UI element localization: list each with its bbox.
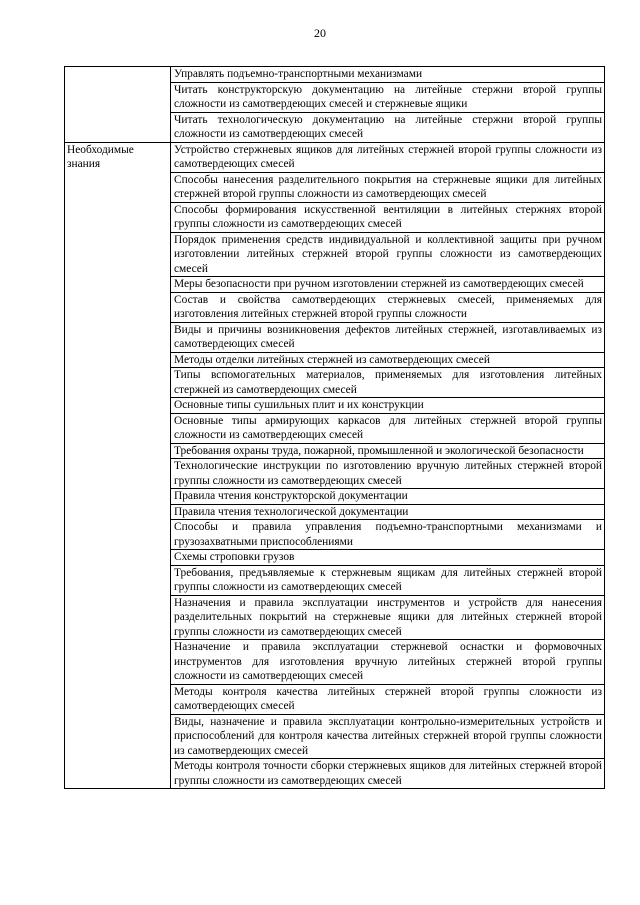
continued-label-cell	[65, 67, 171, 143]
list-item: Методы контроля качества литейных стержней второй группы сложности из самотвердеющих смесей	[171, 684, 605, 714]
list-item: Управлять подъемно-транспортными механизмами	[171, 67, 605, 83]
list-item: Виды, назначение и правила эксплуатации контрольно-измерительных устройств и приспособлений для контроля качества литейных стержней второй группы сложности из самотвердеющих смесей	[171, 714, 605, 759]
list-item: Методы контроля точности сборки стержневых ящиков для литейных стержней второй группы сложности из самотвердеющих смесей	[171, 759, 605, 789]
table-row	[65, 67, 605, 83]
list-item: Методы отделки литейных стержней из самотвердеющих смесей	[171, 352, 605, 368]
list-item: Меры безопасности при ручном изготовлении стержней из самотвердеющих смесей	[171, 277, 605, 293]
list-item: Технологические инструкции по изготовлению вручную литейных стержней второй группы сложности из самотвердеющих смесей	[171, 459, 605, 489]
list-item: Читать конструкторскую документацию на литейные стержни второй группы сложности из самотвердеющих смесей и стержневые ящики	[171, 82, 605, 112]
list-item: Способы и правила управления подъемно-транспортными механизмами и грузозахватными приспособлениями	[171, 520, 605, 550]
list-item: Правила чтения технологической документации	[171, 504, 605, 520]
list-item: Схемы строповки грузов	[171, 550, 605, 566]
requirements-table	[64, 66, 605, 789]
list-item: Порядок применения средств индивидуальной и коллективной защиты при ручном изготовлении литейных стержней второй группы сложности из самотвердеющих смесей	[171, 232, 605, 277]
knowledge-label: Необходимые знания	[65, 142, 171, 789]
list-item: Правила чтения конструкторской документации	[171, 489, 605, 505]
list-item: Назначения и правила эксплуатации инструментов и устройств для нанесения разделительных покрытий на стержневые ящики для литейных стержней второй группы сложности из самотвердеющих смесей	[171, 595, 605, 640]
list-item: Читать технологическую документацию на литейные стержни второй группы сложности из самотвердеющих смесей	[171, 112, 605, 142]
list-item: Основные типы сушильных плит и их конструкции	[171, 398, 605, 414]
list-item: Состав и свойства самотвердеющих стержневых смесей, применяемых для изготовления литейных стержней второй группы сложности	[171, 292, 605, 322]
table-row	[65, 142, 605, 172]
page-number: 20	[314, 26, 326, 40]
list-item: Основные типы армирующих каркасов для литейных стержней второй группы сложности из самотвердеющих смесей	[171, 413, 605, 443]
list-item: Способы формирования искусственной вентиляции в литейных стержнях второй группы сложности из самотвердеющих смесей	[171, 202, 605, 232]
continued-section	[65, 67, 605, 143]
list-item: Устройство стержневых ящиков для литейных стержней второй группы сложности из самотвердеющих смесей	[171, 142, 605, 172]
list-item: Виды и причины возникновения дефектов литейных стержней, изготавливаемых из самотвердеющих смесей	[171, 322, 605, 352]
list-item: Назначение и правила эксплуатации стержневой оснастки и формовочных инструментов для изготовления вручную литейных стержней второй группы сложности из самотвердеющих смесей	[171, 640, 605, 685]
list-item: Способы нанесения разделительного покрытия на стержневые ящики для литейных стержней второй группы сложности из самотвердеющих смесей	[171, 172, 605, 202]
list-item: Типы вспомогательных материалов, применяемых для изготовления литейных стержней из самотвердеющих смесей	[171, 368, 605, 398]
list-item: Требования охраны труда, пожарной, промышленной и экологической безопасности	[171, 443, 605, 459]
knowledge-section	[65, 142, 605, 789]
list-item: Требования, предъявляемые к стержневым ящикам для литейных стержней второй группы сложности из самотвердеющих смесей	[171, 565, 605, 595]
